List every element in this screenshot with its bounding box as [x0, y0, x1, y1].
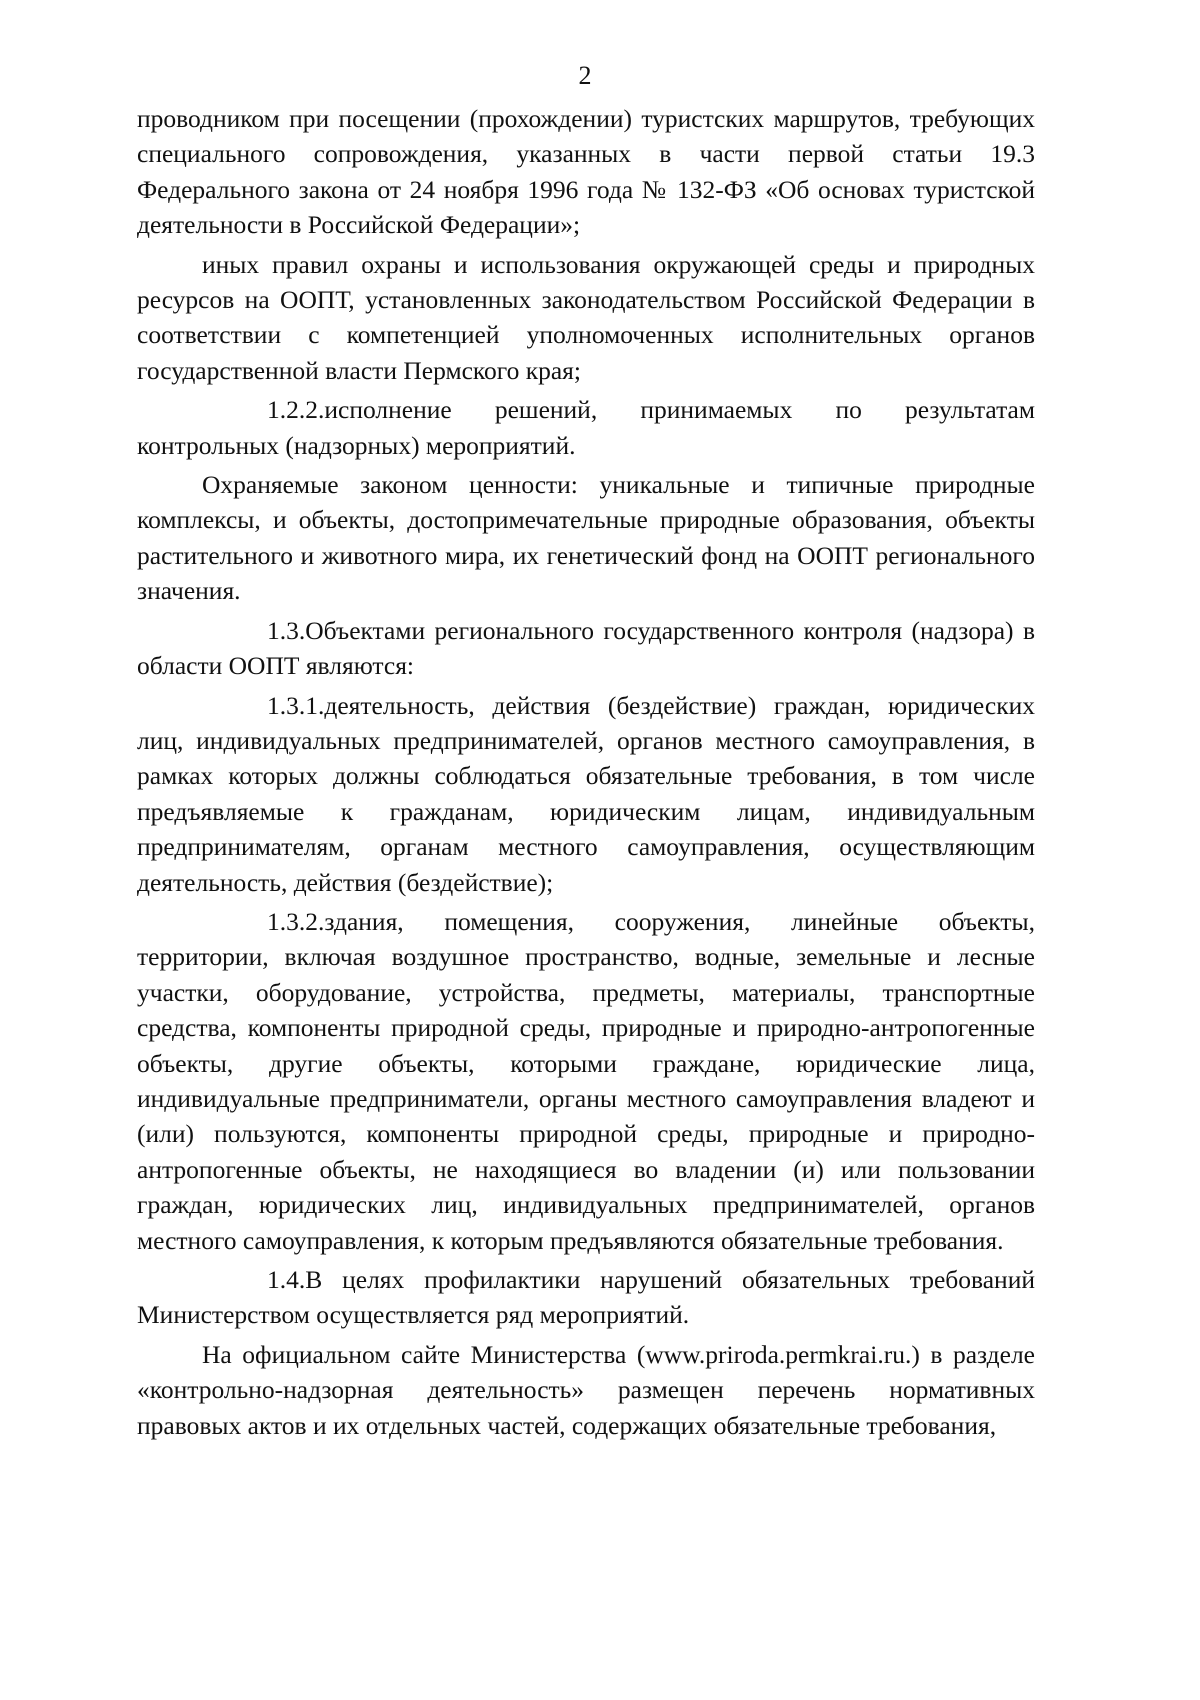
document-body — [137, 101, 1035, 1447]
paragraph-protected-values — [137, 467, 1035, 609]
paragraph-text: В целях профилактики нарушений обязательных требований Министерством осуществляется ряд мероприятий. — [137, 1265, 1035, 1330]
paragraph-text: деятельность, действия (бездействие) граждан, юридических лиц, индивидуальных предпринимателей, органов местного самоуправления, в рамках которых должны соблюдаться обязательные требования, в том числе предъявляемые к гражданам, юридическим лицам, индивидуальным предпринимателям, органам местного самоуправления, осуществляющим деятельность, действия (бездействие); — [137, 690, 1035, 897]
paragraph-text: проводником при посещении (прохождении) туристских маршрутов, требующих специального сопровождения, указанных в части первой статьи 19.3 Федерального закона от 24 ноября 1996 года № 132-ФЗ «Об основах туристской деятельности в Российской Федерации»; — [137, 104, 1035, 240]
paragraph-1-4 — [137, 1262, 1035, 1333]
clause-number: 1.4. — [267, 1265, 306, 1294]
paragraph-other-rules — [137, 247, 1035, 389]
paragraph-continuation — [137, 101, 1035, 243]
clause-number: 1.2.2. — [267, 395, 325, 425]
paragraph-1-3-2 — [137, 904, 1035, 1258]
page-number: 2 — [578, 61, 592, 90]
paragraph-text: Объектами регионального государственного контроля (надзора) в области ООПТ являются: — [137, 615, 1035, 681]
paragraph-text: иных правил охраны и использования окружающей среды и природных ресурсов на ООПТ, установленных законодательством Российской Федерации в соответствии с компетенцией уполномоченных исполнительных органов государственной власти Пермского края; — [137, 249, 1035, 385]
clause-number: 1.3.1. — [267, 690, 325, 720]
paragraph-1-3-1 — [137, 688, 1035, 900]
paragraph-text: На официальном сайте Министерства (www.priroda.permkrai.ru.) в разделе «контрольно-надзорная деятельность» размещен перечень нормативных правовых актов и их отдельных частей, содержащих обязательные требования, — [137, 1339, 1035, 1440]
paragraph-text: Охраняемые законом ценности: уникальные и типичные природные комплексы, и объекты, достопримечательные природные образования, объекты растительного и животного мира, их генетический фонд на ООПТ регионального значения. — [137, 470, 1035, 606]
paragraph-text: здания, помещения, сооружения, линейные объекты, территории, включая воздушное пространство, водные, земельные и лесные участки, оборудование, устройства, предметы, материалы, транспортные средства, компоненты природной среды, природные и природно-антропогенные объекты, другие объекты, которыми граждане, юридические лица, индивидуальные предприниматели, органы местного самоуправления владеют и (или) пользуются, компоненты природной среды, природные и природно-антропогенные объекты, не находящиеся во владении (и) или пользовании граждан, юридических лиц, индивидуальных предпринимателей, органов местного самоуправления, к которым предъявляются обязательные требования. — [137, 906, 1035, 1255]
clause-number: 1.3.2. — [267, 906, 325, 936]
clause-number: 1.3. — [267, 615, 306, 645]
paragraph-1-2-2 — [137, 392, 1035, 463]
paragraph-text: исполнение решений, принимаемых по результатам контрольных (надзорных) мероприятий. — [137, 395, 1035, 460]
paragraph-official-site — [137, 1337, 1035, 1443]
paragraph-1-3 — [137, 613, 1035, 684]
